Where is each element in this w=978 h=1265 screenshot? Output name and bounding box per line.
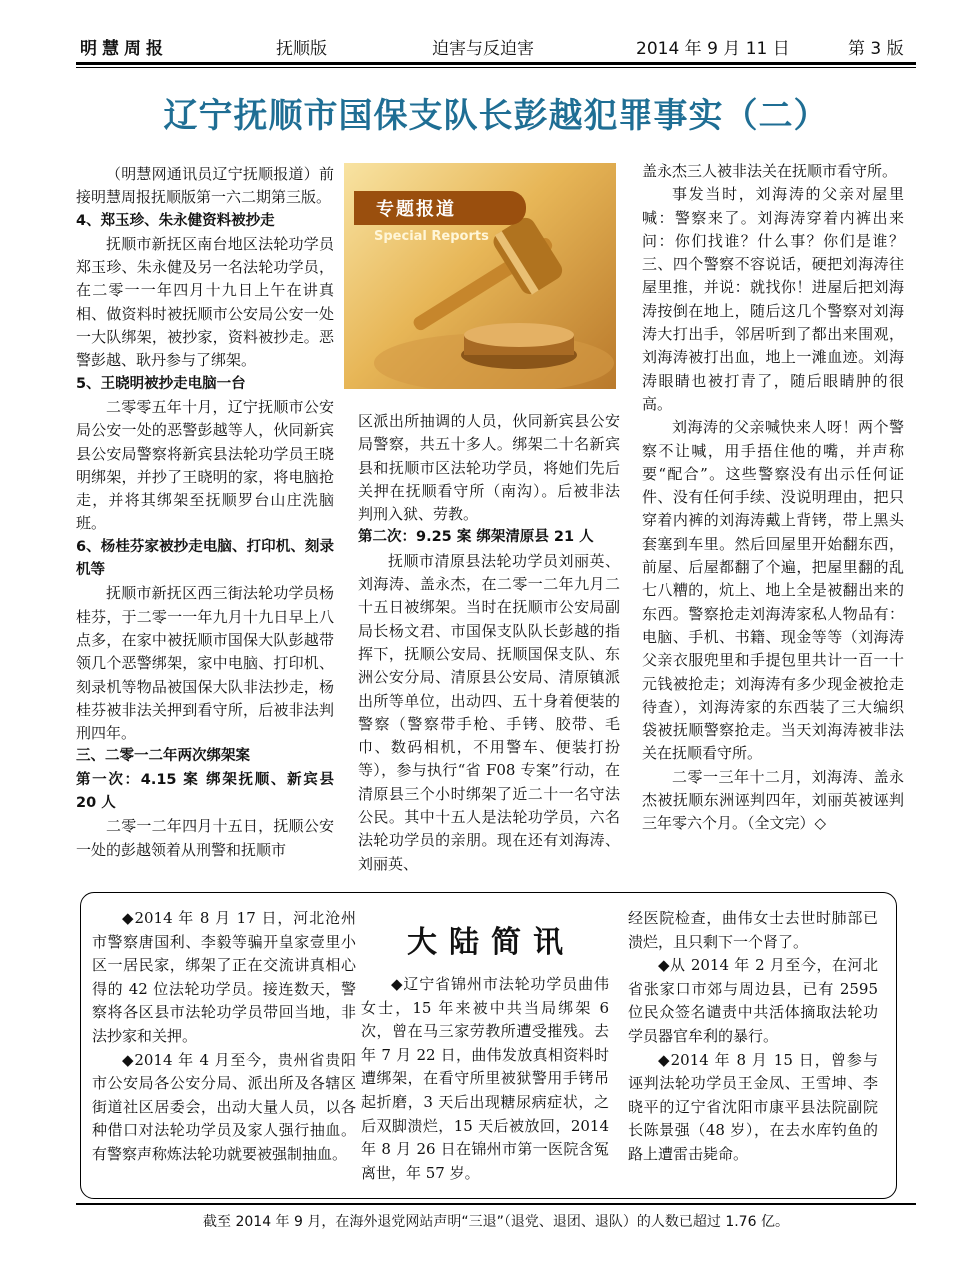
- paragraph: 刘海涛的父亲喊快来人呀！两个警察不让喊，用手捂住他的嘴，并声称要“配合”。这些警察没有出示任何证件、没有任何手续、没说明理由，把只穿着内裤的刘海涛戴上背铐，带上黑头套塞到车里。然后回屋里开始翻东西，前屋、后屋都翻了个遍，把屋里翻的乱七八糟的，炕上、地上全是被翻出来的东西。警察抢走刘海涛家私人物品有：电脑、手机、书籍、现金等等（刘海涛父亲衣服兜里和手提包里共计一百一十元钱被抢走；刘海涛有多少现金被抢走待查），刘海涛家的东西装了三大编织袋被抚顺警察抢走。当天刘海涛被非法关在抚顺看守所。: [642, 418, 904, 763]
- article-column-2: [358, 410, 620, 876]
- paragraph: 区派出所抽调的人员，伙同新宾县公安局警察，共五十多人。绑架二十名新宾县和抚顺市区法轮功学员，将她们先后关押在抚顺看守所（南沟）。后被非法判刑入狱、劳教。: [358, 412, 620, 524]
- article-column-1: [76, 163, 334, 862]
- paragraph: 抚顺市新抚区西三街法轮功学员杨桂芬，于二零一一年九月十九日早上八点多，在家中被抚顺市国保大队彭越带领几个恶警绑架，家中电脑、打印机、刻录机等物品被国保大队非法抄走，杨桂芬被非法关押到看守所，后被非法判刑四年。: [76, 584, 334, 743]
- article-intro: （明慧网通讯员辽宁抚顺报道）前接明慧周报抚顺版第一六二期第三版。: [76, 165, 334, 207]
- paragraph: 抚顺市清原县法轮功学员刘丽英、刘海涛、盖永杰，在二零一二年九月二十五日被绑架。当时在抚顺市公安局副局长杨文君、市国保支队队长彭越的指挥下，抚顺公安局、抚顺国保支队、东洲公安分局、清原县公安局、清原镇派出所等单位，出动四、五十身着便装的警察（警察带手枪、手铐、胶带、毛巾、数码相机，不用警车、便装打扮等），参与执行“省 F08 专案”行动，在清原县三个小时绑架了近二十一名守法公民。其中十五人是法轮功学员，六名法轮功学员的亲朋。现在还有刘海涛、刘丽英、: [358, 551, 620, 873]
- paper-name: 明慧周报: [80, 39, 168, 59]
- briefs-column-2: [361, 973, 609, 1185]
- image-label: 专题报道: [354, 191, 526, 225]
- special-reports-image: [344, 163, 616, 389]
- brief-item: ◆2014 年 4 月至今，贵州省贵阳市公安局各公安分局、派出所及各辖区街道社区居委会，出动大量人员，以各种借口对法轮功学员及家人强行抽血。有警察声称炼法轮功就要被强制抽血。: [92, 1050, 356, 1163]
- paragraph: 二零一三年十二月，刘海涛、盖永杰被抚顺东洲诬判四年，刘丽英被诬判三年零六个月。（全文完）◇: [642, 767, 904, 833]
- page-number: 第 3 版: [848, 39, 904, 59]
- briefs-column-3: [628, 907, 878, 1167]
- section-label: 迫害与反迫害: [432, 39, 534, 59]
- paragraph: 盖永杰三人被非法关在抚顺市看守所。: [642, 162, 898, 180]
- brief-item: ◆2014 年 8 月 17 日，河北沧州市警察唐国利、李毅等骗开皇家壹里小区一居民家，绑架了正在交流讲真相心得的 42 位法轮功学员。接连数天，警察将各区县市法轮功学员带回当地，非法抄家和关押。: [92, 909, 356, 1045]
- paragraph: 二零零五年十月，辽宁抚顺市公安局公安一处的恶警彭越等人，伙同新宾县公安局警察将新宾县法轮功学员王晓明绑架，并抄了王晓明的家，将电脑抢走，并将其绑架至抚顺罗台山庄洗脑班。: [76, 397, 334, 533]
- briefs-title: 大陆简讯: [407, 925, 575, 960]
- paragraph: 事发当时，刘海涛的父亲对屋里喊：警察来了。刘海涛穿着内裤出来问：你们找谁？什么事？你们是谁？三、四个警察不容说话，硬把刘海涛往屋里推，并说：就找你！进屋后把刘海涛按倒在地上，随后这几个警察对刘海涛大打出手，邻居听到了都出来围观，刘海涛被打出血，地上一滩血迹。刘海涛眼睛也被打青了，随后眼睛肿的很高。: [642, 185, 904, 413]
- section-heading: 4、郑玉珍、朱永健资料被抄走: [76, 212, 275, 229]
- page-header: [76, 30, 916, 62]
- section-heading: 第一次：4.15 案 绑架抚顺、新宾县 20 人: [76, 771, 334, 812]
- brief-item: ◆2014 年 8 月 15 日，曾参与诬判法轮功学员王金凤、王雪坤、李晓平的辽宁省沈阳市康平县法院副院长陈景强（48 岁），在去水库钓鱼的路上遭雷击毙命。: [628, 1050, 878, 1163]
- paragraph: 二零一二年四月十五日，抚顺公安一处的彭越领着从刑警和抚顺市: [76, 817, 334, 859]
- footer-note: 截至 2014 年 9 月，在海外退党网站声明“三退”（退党、退团、退队）的人数已超过 1.76 亿。: [203, 1214, 789, 1230]
- section-heading: 第二次：9.25 案 绑架清原县 21 人: [358, 529, 594, 546]
- section-heading: 三、二零一二年两次绑架案: [76, 748, 250, 765]
- section-heading: 5、王晓明被抄走电脑一台: [76, 375, 246, 392]
- news-briefs-box: [80, 892, 897, 1199]
- header-rule-thin: [76, 67, 916, 68]
- article-title: 辽宁抚顺市国保支队长彭越犯罪事实（二）: [163, 96, 829, 136]
- paragraph: 抚顺市新抚区南台地区法轮功学员郑玉珍、朱永健及另一名法轮功学员，在二零一一年四月十九日上午在讲真相、做资料时被抚顺市公安局公安一处一大队绑架，被抄家，资料被抄走。恶警彭越、耿丹参与了绑架。: [76, 234, 334, 370]
- footer-rule: [76, 1203, 916, 1205]
- section-heading: 6、杨桂芬家被抄走电脑、打印机、刻录机等: [76, 538, 334, 579]
- image-label-en: Special Reports: [374, 229, 489, 244]
- brief-item: ◆从 2014 年 2 月至今，在河北省张家口市郊与周边县，已有 2595 位民众签名谴责中共活体摘取法轮功学员器官牟利的暴行。: [628, 956, 878, 1045]
- brief-item: ◆辽宁省锦州市法轮功学员曲伟女士，15 年来被中共当局绑架 6 次，曾在马三家劳教所遭受摧残。去年 7 月 22 日，曲伟发放真相资料时遭绑架，在看守所里被狱警用手铐吊起折磨，3 天后出现糖尿病症状，之后双脚溃烂，15 天后被放回，2014 年 8 月 26 日在锦州市第一医院含冤离世，年 57 岁。: [361, 975, 609, 1182]
- header-rule: [76, 62, 916, 65]
- brief-item: 经医院检查，曲伟女士去世时肺部已溃烂，且只剩下一个肾了。: [628, 909, 878, 951]
- briefs-column-1: [92, 907, 356, 1167]
- article-column-3: [642, 160, 904, 836]
- edition-label: 抚顺版: [276, 39, 327, 59]
- issue-date: 2014 年 9 月 11 日: [636, 39, 790, 59]
